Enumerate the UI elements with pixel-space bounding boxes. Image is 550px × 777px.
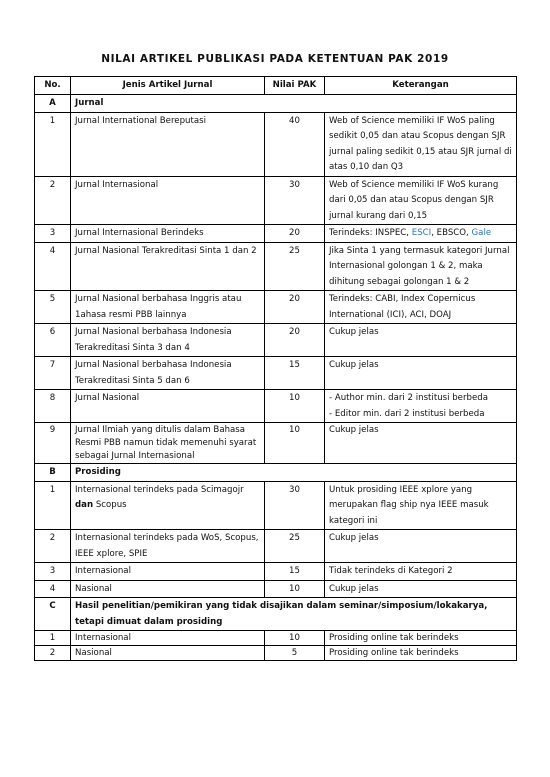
- table-row: [35, 324, 517, 357]
- section-label: Hasil penelitian/pemikiran yang tidak disajikan dalam seminar/simposium/lokakarya, tetapi dimuat dalam prosiding: [71, 598, 517, 631]
- gale-link[interactable]: Gale: [471, 228, 492, 238]
- row-no: 6: [35, 324, 71, 357]
- row-no: 1: [35, 112, 71, 176]
- row-keterangan: Cukup jelas: [325, 580, 517, 598]
- row-jenis: Internasional: [71, 631, 265, 646]
- section-label: Prosiding: [71, 464, 517, 482]
- row-keterangan: Cukup jelas: [325, 357, 517, 390]
- keterangan-bullet: - Editor min. dari 2 institusi berbeda: [329, 407, 512, 423]
- section-row-hasil: [35, 598, 517, 631]
- keterangan-text: Terindeks: INSPEC,: [329, 228, 412, 238]
- row-keterangan: Cukup jelas: [325, 530, 517, 563]
- header-keterangan: Keterangan: [325, 77, 517, 95]
- table-row: [35, 530, 517, 563]
- row-jenis: Jurnal Nasional: [71, 390, 265, 423]
- row-no: 2: [35, 530, 71, 563]
- header-jenis: Jenis Artikel Jurnal: [71, 77, 265, 95]
- esci-link[interactable]: ESCI: [411, 228, 432, 238]
- jenis-text: Scopus: [95, 500, 127, 510]
- row-keterangan: Web of Science memiliki IF WoS kurang dari 0,05 dan atau Scopus dengan SJR jurnal kurang dari 0,15: [325, 176, 517, 225]
- table-header-row: [35, 77, 517, 95]
- row-jenis: Jurnal International Bereputasi: [71, 112, 265, 176]
- row-jenis: Jurnal Internasional: [71, 176, 265, 225]
- row-no: 3: [35, 563, 71, 581]
- jenis-bold-text: dan: [75, 500, 94, 510]
- row-keterangan: Jika Sinta 1 yang termasuk kategori Jurnal Internasional golongan 1 & 2, maka dihitung sebagai golongan 1 & 2: [325, 242, 517, 291]
- row-jenis: Nasional: [71, 580, 265, 598]
- table-row: [35, 580, 517, 598]
- keterangan-text: , EBSCO,: [431, 228, 472, 238]
- row-jenis: Internasional: [71, 563, 265, 581]
- row-no: 4: [35, 580, 71, 598]
- section-label: Jurnal: [71, 95, 517, 113]
- table-row: [35, 357, 517, 390]
- row-jenis: Jurnal Internasional Berindeks: [71, 225, 265, 243]
- section-row-prosiding: [35, 464, 517, 482]
- row-nilai: 15: [265, 357, 325, 390]
- row-nilai: 20: [265, 324, 325, 357]
- row-keterangan: [325, 390, 517, 423]
- row-nilai: 10: [265, 580, 325, 598]
- row-no: 1: [35, 631, 71, 646]
- row-nilai: 25: [265, 242, 325, 291]
- table-row: [35, 563, 517, 581]
- row-no: 2: [35, 176, 71, 225]
- row-no: 1: [35, 481, 71, 530]
- table-row: [35, 225, 517, 243]
- row-nilai: 20: [265, 225, 325, 243]
- row-nilai: 10: [265, 631, 325, 646]
- row-keterangan: Cukup jelas: [325, 324, 517, 357]
- section-code: B: [35, 464, 71, 482]
- row-keterangan: Web of Science memiliki IF WoS paling sedikit 0,05 dan atau Scopus dengan SJR jurnal paling sedikit 0,15 atau SJR jurnal di atas 0,10 dan Q3: [325, 112, 517, 176]
- table-row: [35, 176, 517, 225]
- row-jenis: Jurnal Nasional Terakreditasi Sinta 1 dan 2: [71, 242, 265, 291]
- row-nilai: 5: [265, 646, 325, 661]
- row-no: 9: [35, 423, 71, 464]
- row-no: 5: [35, 291, 71, 324]
- row-nilai: 25: [265, 530, 325, 563]
- row-jenis: Nasional: [71, 646, 265, 661]
- keterangan-bullet: - Author min. dari 2 institusi berbeda: [329, 391, 512, 407]
- row-nilai: 20: [265, 291, 325, 324]
- row-jenis: Internasional terindeks pada WoS, Scopus, IEEE xplore, SPIE: [71, 530, 265, 563]
- row-no: 7: [35, 357, 71, 390]
- row-no: 4: [35, 242, 71, 291]
- pak-table: [34, 76, 517, 661]
- jenis-text: Internasional terindeks pada Scimagojr: [75, 484, 244, 495]
- row-no: 8: [35, 390, 71, 423]
- row-nilai: 10: [265, 390, 325, 423]
- header-nilai: Nilai PAK: [265, 77, 325, 95]
- row-no: 2: [35, 646, 71, 661]
- table-row: [35, 291, 517, 324]
- row-jenis: [71, 481, 265, 530]
- section-code: A: [35, 95, 71, 113]
- row-keterangan: Cukup jelas: [325, 423, 517, 464]
- row-jenis: Jurnal Nasional berbahasa Indonesia Terakreditasi Sinta 5 dan 6: [71, 357, 265, 390]
- header-no: No.: [35, 77, 71, 95]
- row-nilai: 40: [265, 112, 325, 176]
- table-row: [35, 242, 517, 291]
- table-row: [35, 390, 517, 423]
- table-row: [35, 631, 517, 646]
- table-row: [35, 481, 517, 530]
- row-nilai: 10: [265, 423, 325, 464]
- row-nilai: 30: [265, 176, 325, 225]
- row-keterangan: Prosiding online tak berindeks: [325, 631, 517, 646]
- row-jenis: Jurnal Nasional berbahasa Inggris atau 1ahasa resmi PBB lainnya: [71, 291, 265, 324]
- row-keterangan: Untuk prosiding IEEE xplore yang merupakan flag ship nya IEEE masuk kategori ini: [325, 481, 517, 530]
- page-title: NILAI ARTIKEL PUBLIKASI PADA KETENTUAN PAK 2019: [101, 53, 449, 65]
- row-keterangan: Tidak terindeks di Kategori 2: [325, 563, 517, 581]
- row-keterangan: Terindeks: CABI, Index Copernicus International (ICI), ACI, DOAJ: [325, 291, 517, 324]
- row-nilai: 30: [265, 481, 325, 530]
- row-no: 3: [35, 225, 71, 243]
- row-jenis: Jurnal Ilmiah yang ditulis dalam Bahasa Resmi PBB namun tidak memenuhi syarat sebagai Jurnal Internasional: [71, 423, 265, 464]
- section-code: C: [35, 598, 71, 631]
- section-row-jurnal: [35, 95, 517, 113]
- table-row: [35, 112, 517, 176]
- table-row: [35, 646, 517, 661]
- row-jenis: Jurnal Nasional berbahasa Indonesia Terakreditasi Sinta 3 dan 4: [71, 324, 265, 357]
- row-keterangan: Prosiding online tak berindeks: [325, 646, 517, 661]
- row-keterangan: [325, 225, 517, 243]
- row-nilai: 15: [265, 563, 325, 581]
- table-row: [35, 423, 517, 464]
